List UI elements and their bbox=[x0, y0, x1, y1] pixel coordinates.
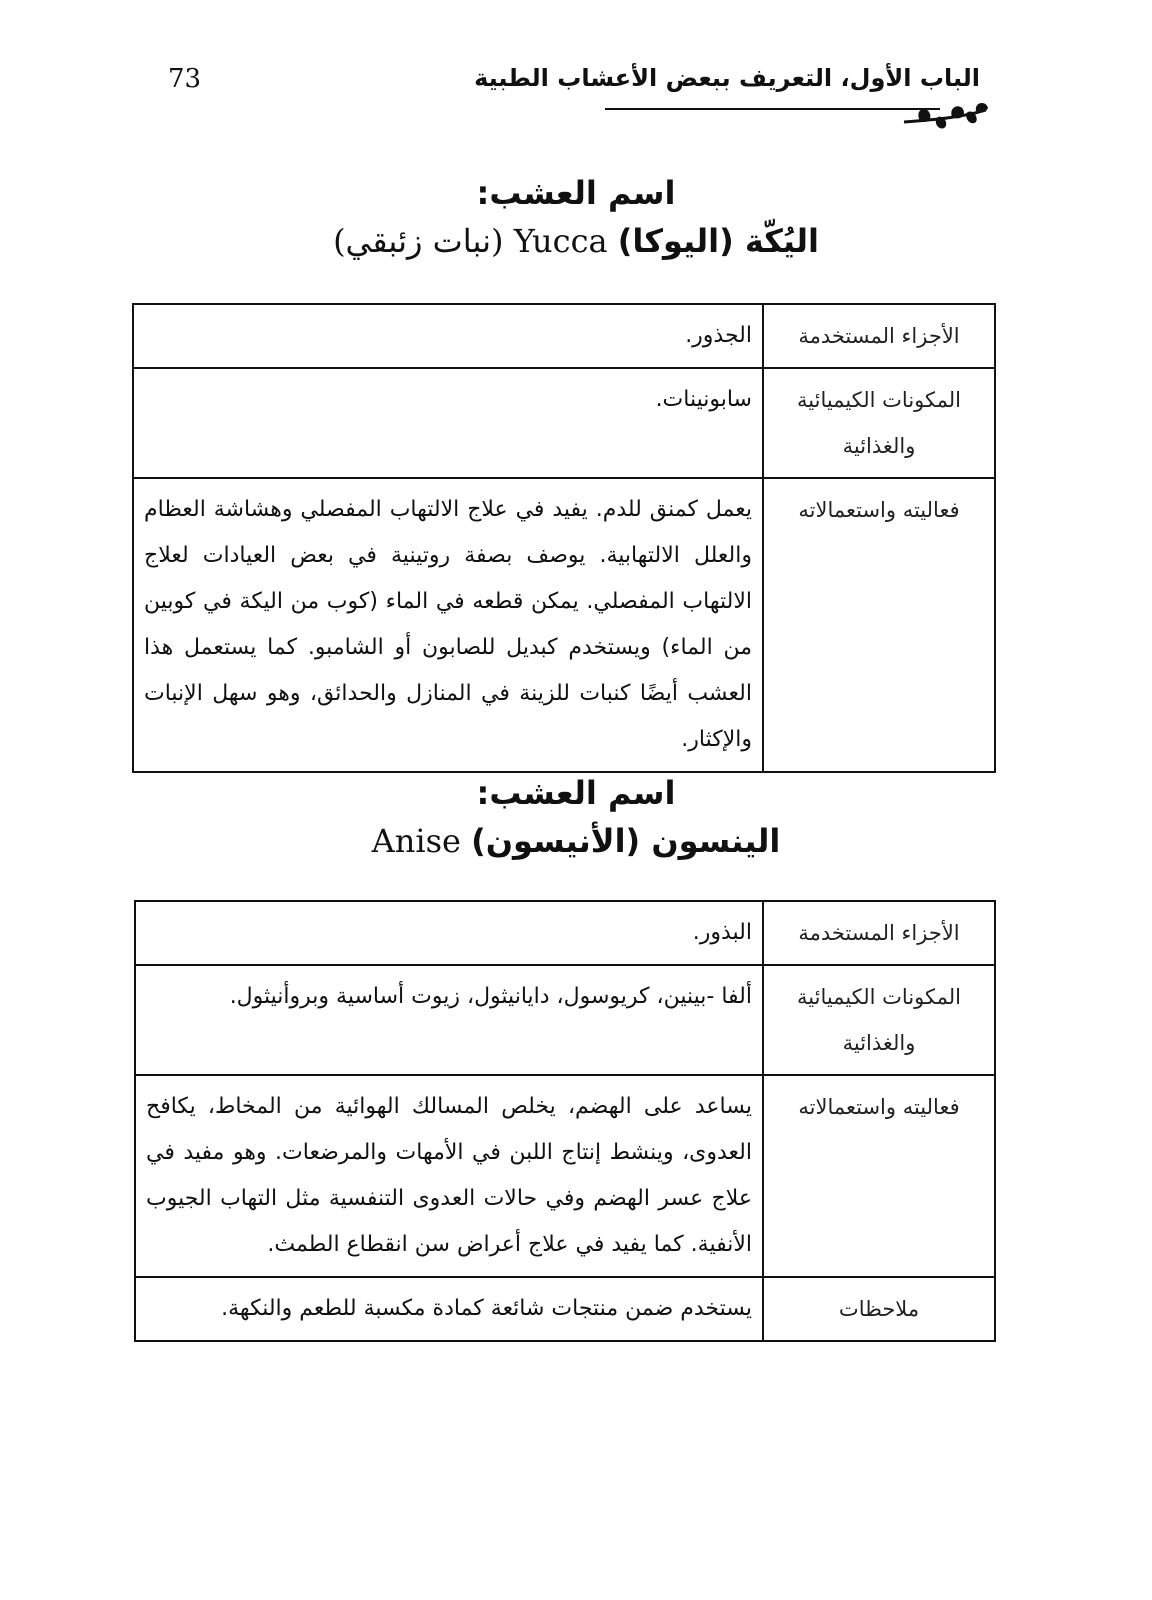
herb-name-arabic: اليُكّة (اليوكا) bbox=[617, 222, 819, 260]
herb-title-anise bbox=[0, 770, 1152, 866]
table-row bbox=[135, 901, 995, 965]
field-value: الجذور. bbox=[133, 304, 763, 368]
field-label: فعاليته واستعمالاته bbox=[763, 1075, 995, 1277]
field-label: المكونات الكيميائية والغذائية bbox=[763, 965, 995, 1075]
field-label: فعاليته واستعمالاته bbox=[763, 478, 995, 772]
field-label: الأجزاء المستخدمة bbox=[763, 304, 995, 368]
herb-name-label: اسم العشب: bbox=[476, 774, 676, 812]
table-row bbox=[135, 1277, 995, 1341]
herb-table-anise bbox=[134, 900, 996, 1342]
herb-name bbox=[0, 216, 1152, 266]
page-number: 73 bbox=[168, 64, 202, 94]
herb-name-latin: Yucca bbox=[513, 222, 608, 260]
herb-name-latin: Anise bbox=[371, 822, 461, 860]
field-value: يستخدم ضمن منتجات شائعة كمادة مكسبة للطعم والنكهة. bbox=[135, 1277, 763, 1341]
header-rule bbox=[605, 108, 940, 110]
table-row bbox=[135, 965, 995, 1075]
field-value: ألفا -بينين، كريوسول، دايانيثول، زيوت أساسية وبروأنيثول. bbox=[135, 965, 763, 1075]
herb-title-yucca bbox=[0, 170, 1152, 266]
table-row bbox=[133, 368, 995, 478]
field-value: البذور. bbox=[135, 901, 763, 965]
leaf-ornament-icon bbox=[900, 100, 990, 134]
table-row bbox=[133, 304, 995, 368]
herb-table-yucca bbox=[132, 303, 996, 773]
herb-name bbox=[0, 816, 1152, 866]
table-row bbox=[133, 478, 995, 772]
field-value: يساعد على الهضم، يخلص المسالك الهوائية من المخاط، يكافح العدوى، وينشط إنتاج اللبن في الأمهات والمرضعات. وهو مفيد في علاج عسر الهضم وفي حالات العدوى التنفسية مثل التهاب الجيوب الأنفية. كما يفيد في علاج أعراض سن انقطاع الطمث. bbox=[135, 1075, 763, 1277]
herb-name-alt: (نبات زئبقي) bbox=[333, 222, 504, 260]
field-label: المكونات الكيميائية والغذائية bbox=[763, 368, 995, 478]
running-title: الباب الأول، التعريف ببعض الأعشاب الطبية bbox=[474, 64, 980, 92]
field-label: ملاحظات bbox=[763, 1277, 995, 1341]
field-value: يعمل كمنق للدم. يفيد في علاج الالتهاب المفصلي وهشاشة العظام والعلل الالتهابية. يوصف بصفة روتينية في بعض العيادات لعلاج الالتهاب المفصلي. يمكن قطعه في الماء (كوب من اليكة في كوبين من الماء) ويستخدم كبديل للصابون أو الشامبو. كما يستعمل هذا العشب أيضًا كنبات للزينة في المنازل والحدائق، وهو سهل الإنبات والإكثار. bbox=[133, 478, 763, 772]
field-value: سابونينات. bbox=[133, 368, 763, 478]
field-label: الأجزاء المستخدمة bbox=[763, 901, 995, 965]
herb-name-label: اسم العشب: bbox=[476, 174, 676, 212]
table-row bbox=[135, 1075, 995, 1277]
herb-name-arabic: الينسون (الأنيسون) bbox=[471, 822, 781, 860]
